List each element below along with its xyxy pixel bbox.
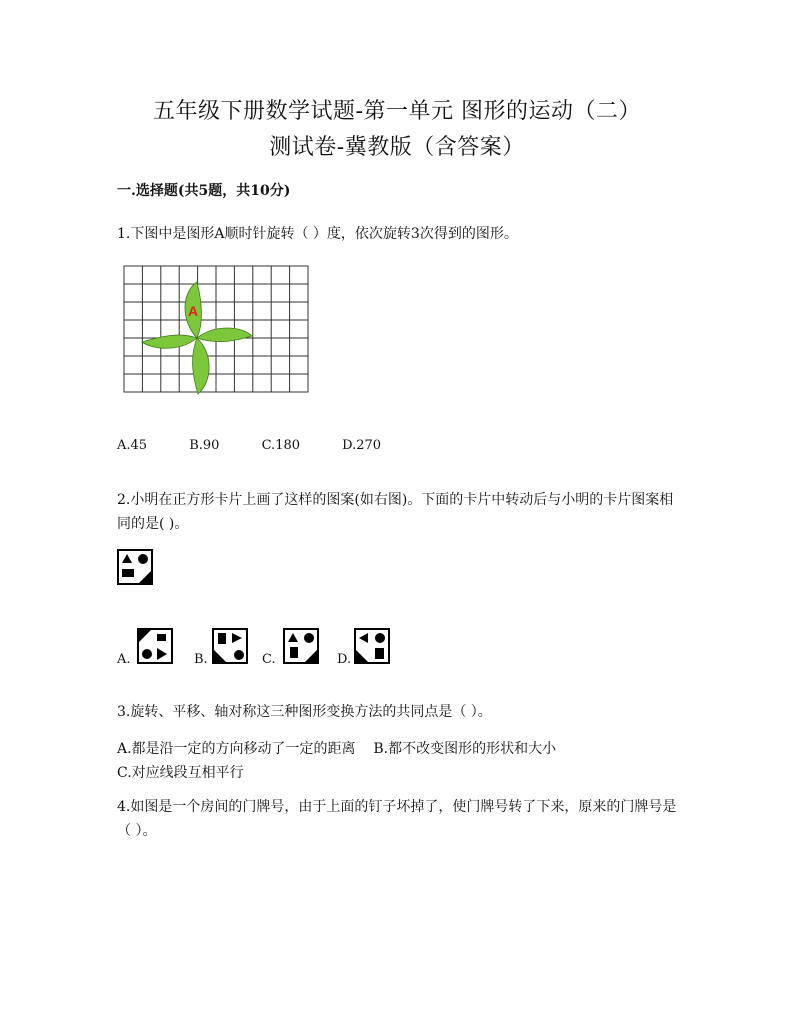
shape-a-label: A (188, 303, 199, 319)
section-heading: 一.选择题(共5题，共10分) (117, 183, 291, 199)
question-1-options (117, 438, 419, 453)
q2-card-a[interactable] (137, 628, 173, 664)
leaf-left (142, 335, 197, 348)
leaf-right (197, 328, 252, 342)
reference-card (117, 549, 153, 585)
question-1-text: 1.下图中是图形A顺时针旋转（ ）度，依次旋转3次得到的图形。 (117, 226, 518, 242)
q3-option-b[interactable]: B.都不改变图形的形状和大小 (373, 741, 557, 757)
q2-card-d[interactable] (354, 628, 390, 664)
q1-option-c[interactable]: C.180 (261, 438, 301, 453)
q2-label-d: D. (337, 652, 352, 667)
q3-option-a[interactable]: A.都是沿一定的方向移动了一定的距离 (117, 741, 356, 757)
q2-label-b: B. (194, 652, 208, 667)
q2-card-b[interactable] (212, 628, 248, 664)
q2-card-c[interactable] (283, 628, 319, 664)
q1-option-b[interactable]: B.90 (189, 438, 220, 453)
rotation-grid-figure (120, 262, 310, 396)
q2-label-a: A. (117, 652, 131, 667)
q1-option-d[interactable]: D.270 (342, 438, 382, 453)
q2-option-cards (117, 628, 417, 668)
question-2-text: 2.小明在正方形卡片上画了这样的图案(如右图)。下面的卡片中转动后与小明的卡片图案相同的是( )。 (117, 492, 674, 532)
title-line-2: 测试卷-冀教版（含答案） (269, 135, 525, 160)
question-3-options (117, 737, 687, 785)
question-4-text: 4.如图是一个房间的门牌号，由于上面的钉子坏掉了，使门牌号转了下来，原来的门牌号是（ ）。 (117, 799, 677, 839)
q3-option-c[interactable]: C.对应线段互相平行 (117, 765, 244, 781)
q2-label-c: C. (262, 652, 276, 667)
leaf-down (193, 338, 210, 394)
question-3-text: 3.旋转、平移、轴对称这三种图形变换方法的共同点是（ ）。 (117, 704, 492, 720)
title-line-1: 五年级下册数学试题-第一单元 图形的运动（二） (153, 99, 641, 124)
q1-option-a[interactable]: A.45 (117, 438, 148, 453)
